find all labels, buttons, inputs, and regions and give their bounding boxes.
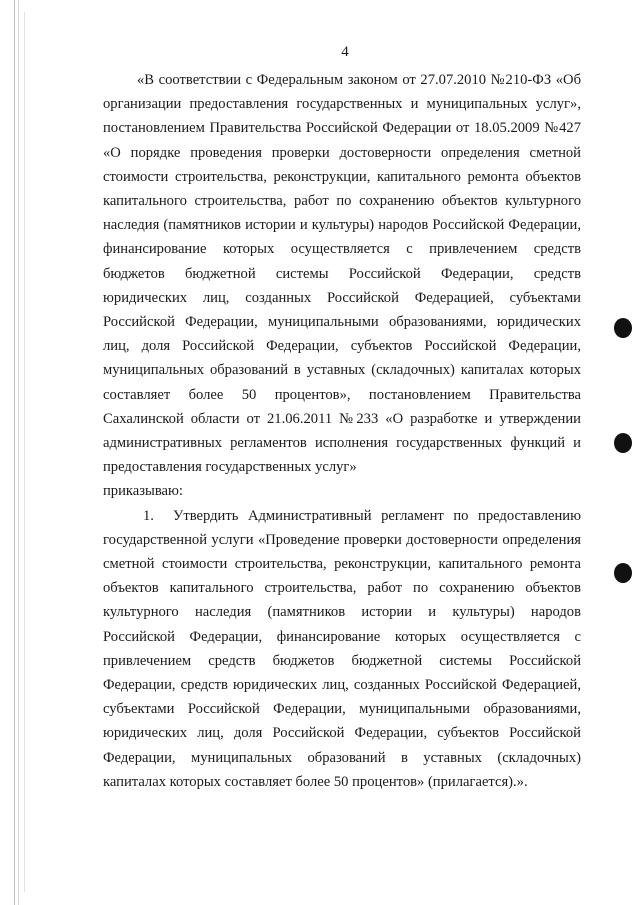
scan-binding-edge: [18, 0, 19, 905]
scan-binding-edge: [14, 0, 15, 905]
item-1-text: Утвердить Административный регламент по предоставлению государственной услуги «Проведение проверки достоверности определения сметной стоимости строительства, реконструкции, капитального ремонта объектов капитального строительства, работ по сохранению объектов культурного наследия (памятников истории и культуры) народов Российской Федерации, финансирование которых осуществляется с привлечением средств бюджетов бюджетной системы Российской Федерации, средств юридических лиц, созданных Российской Федерацией, субъектами Российской Федерации, муниципальными образованиями, юридических лиц, доля Российской Федерации, субъектов Российской Федерации, муниципальных образований в уставных (складочных) капиталах которых составляет более 50 процентов» (прилагается).».: [103, 507, 581, 790]
punch-hole: [614, 433, 632, 453]
item-1: [103, 504, 581, 794]
punch-hole: [614, 318, 632, 338]
document-body: [103, 68, 581, 794]
page-number: 4: [341, 44, 349, 60]
punch-hole: [614, 563, 632, 583]
scan-binding-edge: [24, 12, 25, 892]
item-1-number: 1.: [143, 507, 154, 524]
order-word: приказываю:: [103, 483, 183, 500]
intro-paragraph: «В соответствии с Федеральным законом от 27.07.2010 №210-ФЗ «Об организации предоставления государственных и муниципальных услуг», постановлением Правительства Российской Федерации от 18.05.2009 №427 «О порядке проведения проверки достоверности определения сметной стоимости строительства, реконструкции, капитального ремонта объектов капитального строительства, работ по сохранению объектов культурного наследия (памятников истории и культуры) народов Российской Федерации, финансирование которых осуществляется с привлечением средств бюджетов бюджетной системы Российской Федерации, средств юридических лиц, созданных Российской Федерацией, субъектами Российской Федерации, муниципальными образованиями, юридических лиц, доля Российской Федерации, субъектов Российской Федерации, муниципальных образований в уставных (складочных) капиталах которых составляет более 50 процентов», постановлением Правительства Сахалинской области от 21.06.2011 №233 «О разработке и утверждении административных регламентов исполнения государственных функций и предоставления государственных услуг»: [103, 72, 581, 476]
